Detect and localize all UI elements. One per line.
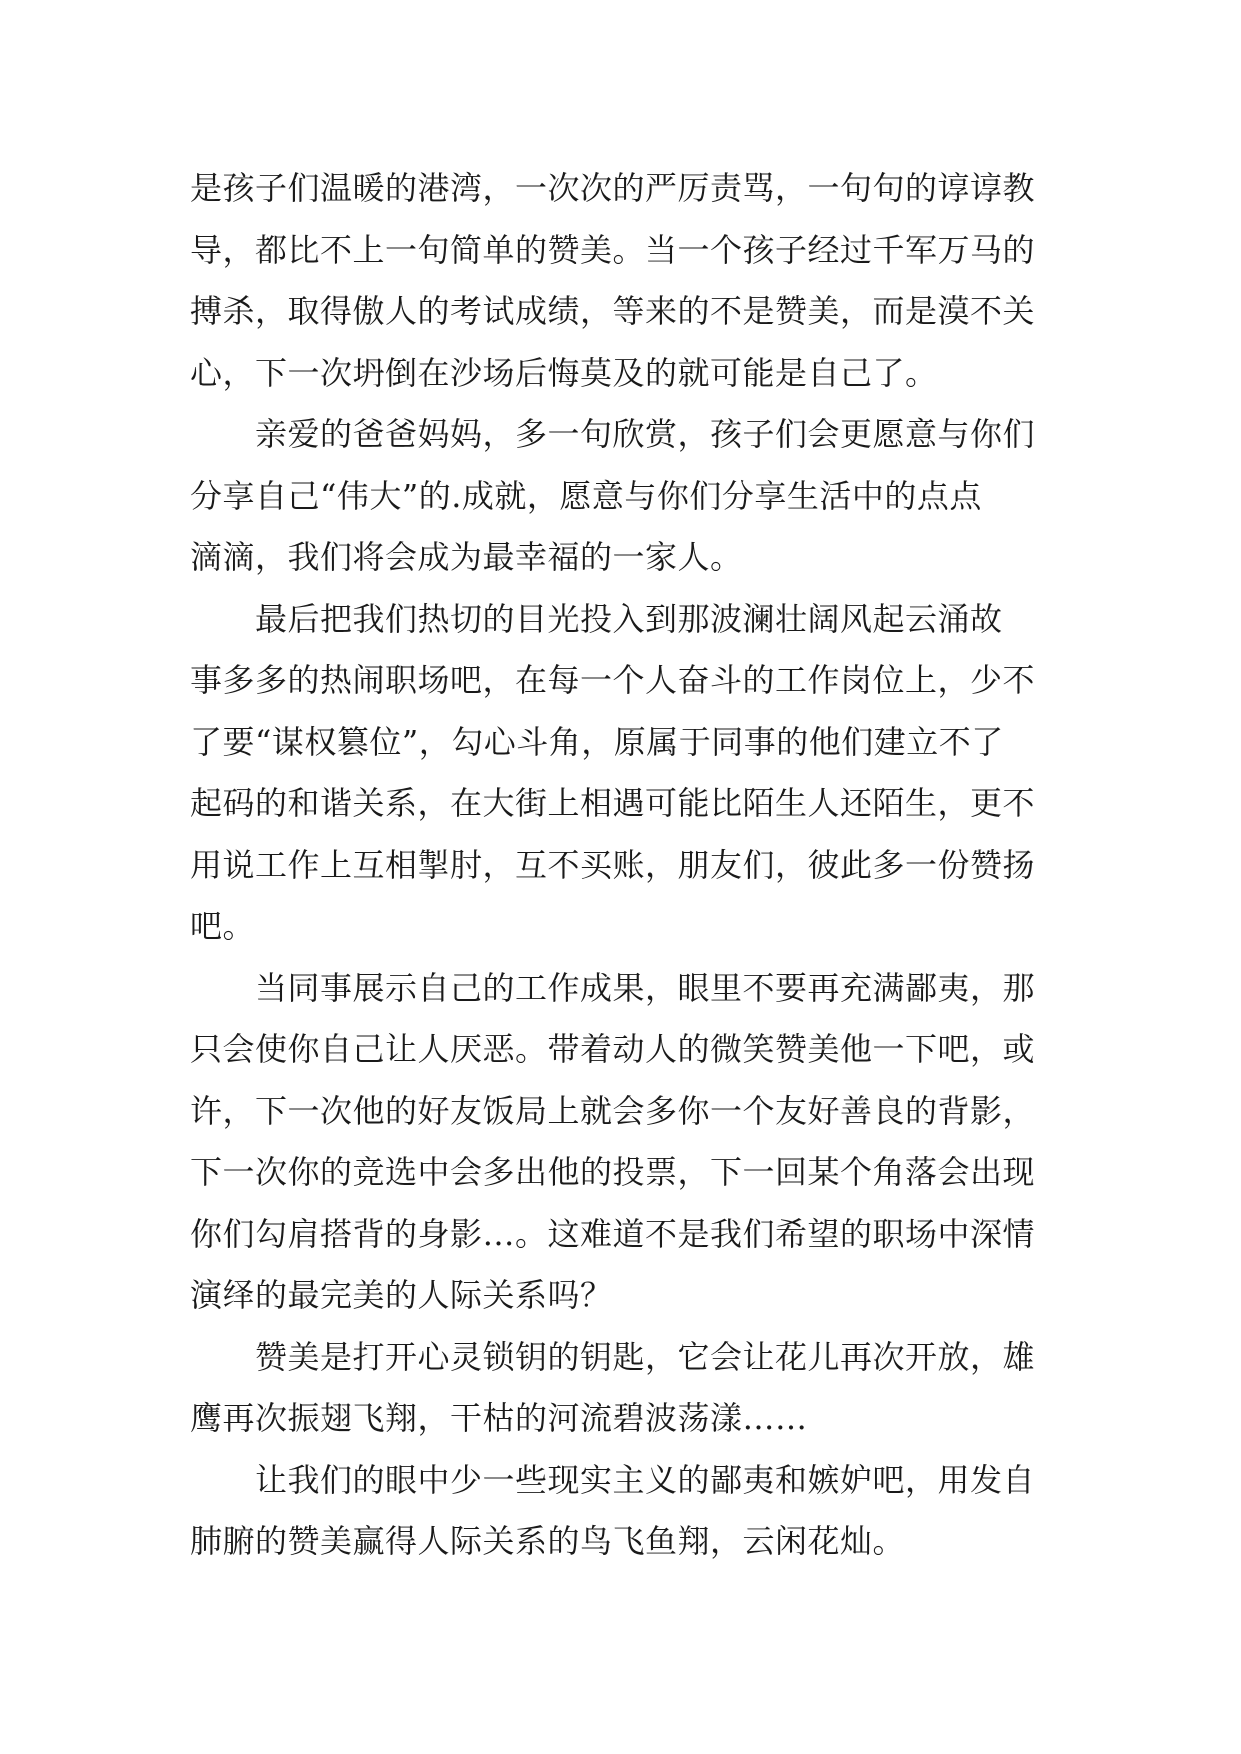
text-line: 是孩子们温暖的港湾，一次次的严厉责骂，一句句的谆谆教 (190, 169, 1036, 207)
text-line: 分享自己“伟大”的.成就，愿意与你们分享生活中的点点 (190, 476, 982, 515)
text-line: 演绎的最完美的人际关系吗？ (190, 1276, 613, 1314)
text-line: 下一次你的竞选中会多出他的投票，下一回某个角落会出现 (190, 1153, 1036, 1191)
text-line: 了要“谋权篡位”，勾心斗角，原属于同事的他们建立不了 (190, 722, 1004, 761)
text-line: 最后把我们热切的目光投入到那波澜壮阔风起云涌故 (255, 599, 1003, 638)
text-line: 让我们的眼中少一些现实主义的鄙夷和嫉妒吧，用发自 (255, 1460, 1036, 1499)
text-line: 只会使你自己让人厌恶。带着动人的微笑赞美他一下吧，或 (190, 1030, 1036, 1068)
text-line: 鹰再次振翅飞翔，干枯的河流碧波荡漾…… (190, 1399, 808, 1437)
text-line: 导，都比不上一句简单的赞美。当一个孩子经过千军万马的 (190, 230, 1036, 269)
text-line: 滴滴，我们将会成为最幸福的一家人。 (190, 538, 743, 576)
text-line: 搏杀，取得傲人的考试成绩，等来的不是赞美，而是漠不关 (190, 292, 1036, 330)
text-line: 当同事展示自己的工作成果，眼里不要再充满鄙夷，那 (255, 968, 1036, 1007)
text-line: 肺腑的赞美赢得人际关系的鸟飞鱼翔，云闲花灿。 (190, 1522, 906, 1560)
text-line: 用说工作上互相掣肘，互不买账，朋友们，彼此多一份赞扬 (190, 845, 1036, 884)
text-line: 亲爱的爸爸妈妈，多一句欣赏，孩子们会更愿意与你们 (255, 415, 1036, 453)
text-line: 事多多的热闹职场吧，在每一个人奋斗的工作岗位上，少不 (190, 661, 1036, 699)
text-line: 起码的和谐关系，在大街上相遇可能比陌生人还陌生，更不 (190, 784, 1036, 822)
text-line: 你们勾肩搭背的身影…。这难道不是我们希望的职场中深情 (190, 1214, 1036, 1253)
text-line: 心，下一次坍倒在沙场后悔莫及的就可能是自己了。 (190, 353, 938, 392)
text-line: 赞美是打开心灵锁钥的钥匙，它会让花儿再次开放，雄 (255, 1337, 1036, 1376)
text-line: 吧。 (190, 907, 256, 945)
text-line: 许，下一次他的好友饭局上就会多你一个友好善良的背影， (190, 1091, 1036, 1130)
body-text (190, 158, 1070, 1573)
